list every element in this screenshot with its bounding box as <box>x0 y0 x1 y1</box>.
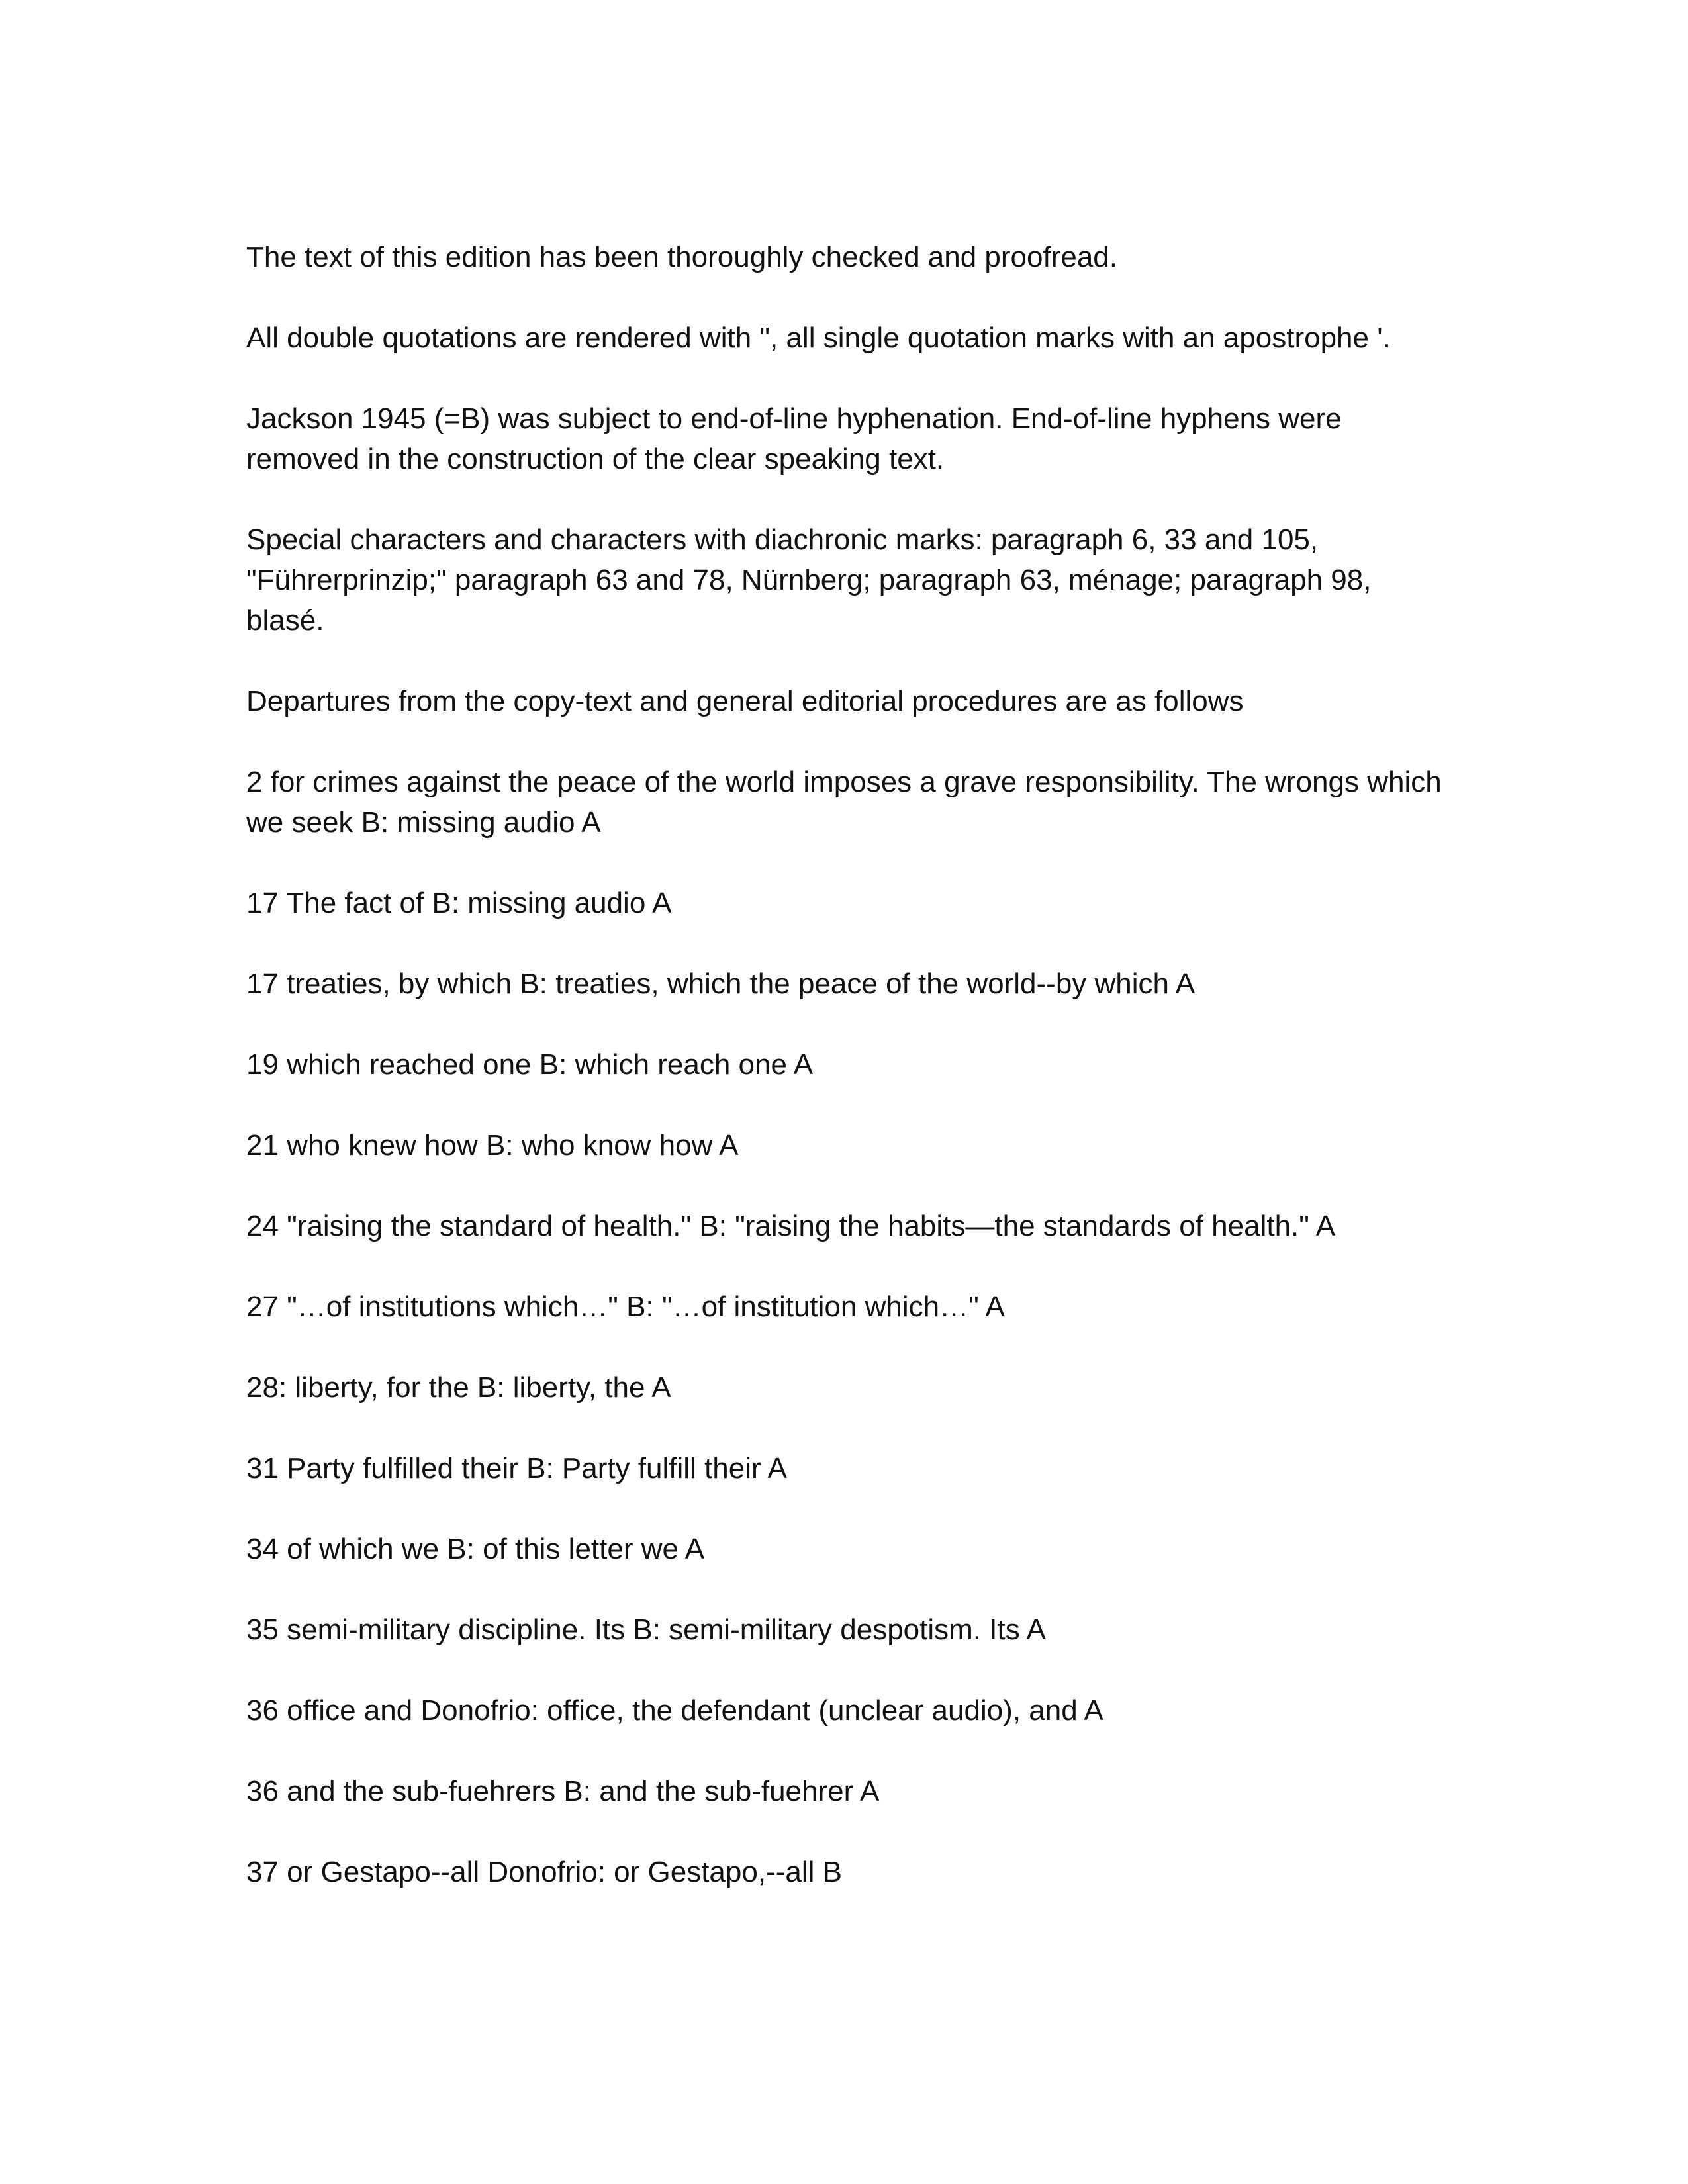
special-characters-note: Special characters and characters with diachronic marks: paragraph 6, 33 and 105, "Führerprinzip;" paragraph 63 and 78, Nürnberg; paragraph 63, ménage; paragraph 98, blasé. <box>246 523 1372 637</box>
emendation-entry: 36 and the sub-fuehrers B: and the sub-fuehrer A <box>246 1775 880 1807</box>
emendation-entry: 17 treaties, by which B: treaties, which the peace of the world--by which A <box>246 968 1196 1000</box>
document-page <box>246 237 1451 1933</box>
departures-heading: Departures from the copy-text and general editorial procedures are as follows <box>246 685 1244 717</box>
emendation-entry: 17 The fact of B: missing audio A <box>246 887 672 919</box>
emendation-entry: 34 of which we B: of this letter we A <box>246 1533 705 1565</box>
emendation-entry: 35 semi-military discipline. Its B: semi-military despotism. Its A <box>246 1614 1046 1646</box>
emendation-entry: 24 "raising the standard of health." B: "raising the habits—the standards of health." A <box>246 1210 1336 1242</box>
emendation-entry: 21 who knew how B: who know how A <box>246 1129 739 1161</box>
emendation-entry: 31 Party fulfilled their B: Party fulfill their A <box>246 1452 787 1484</box>
emendation-entry: 37 or Gestapo--all Donofrio: or Gestapo,--all B <box>246 1856 842 1888</box>
emendation-entry: 27 "…of institutions which…" B: "…of institution which…" A <box>246 1291 1005 1323</box>
emendation-entry: 28: liberty, for the B: liberty, the A <box>246 1371 671 1404</box>
quotation-marks-note: All double quotations are rendered with ", all single quotation marks with an apostrophe '. <box>246 322 1391 354</box>
hyphenation-note: Jackson 1945 (=B) was subject to end-of-line hyphenation. End-of-line hyphens were removed in the construction of the clear speaking text. <box>246 402 1342 475</box>
emendation-entry: 19 which reached one B: which reach one A <box>246 1048 814 1081</box>
emendation-entry: 36 office and Donofrio: office, the defendant (unclear audio), and A <box>246 1694 1103 1727</box>
intro-proofread-note: The text of this edition has been thoroughly checked and proofread. <box>246 241 1117 273</box>
emendation-entry: 2 for crimes against the peace of the world imposes a grave responsibility. The wrongs which we seek B: missing audio A <box>246 766 1442 839</box>
